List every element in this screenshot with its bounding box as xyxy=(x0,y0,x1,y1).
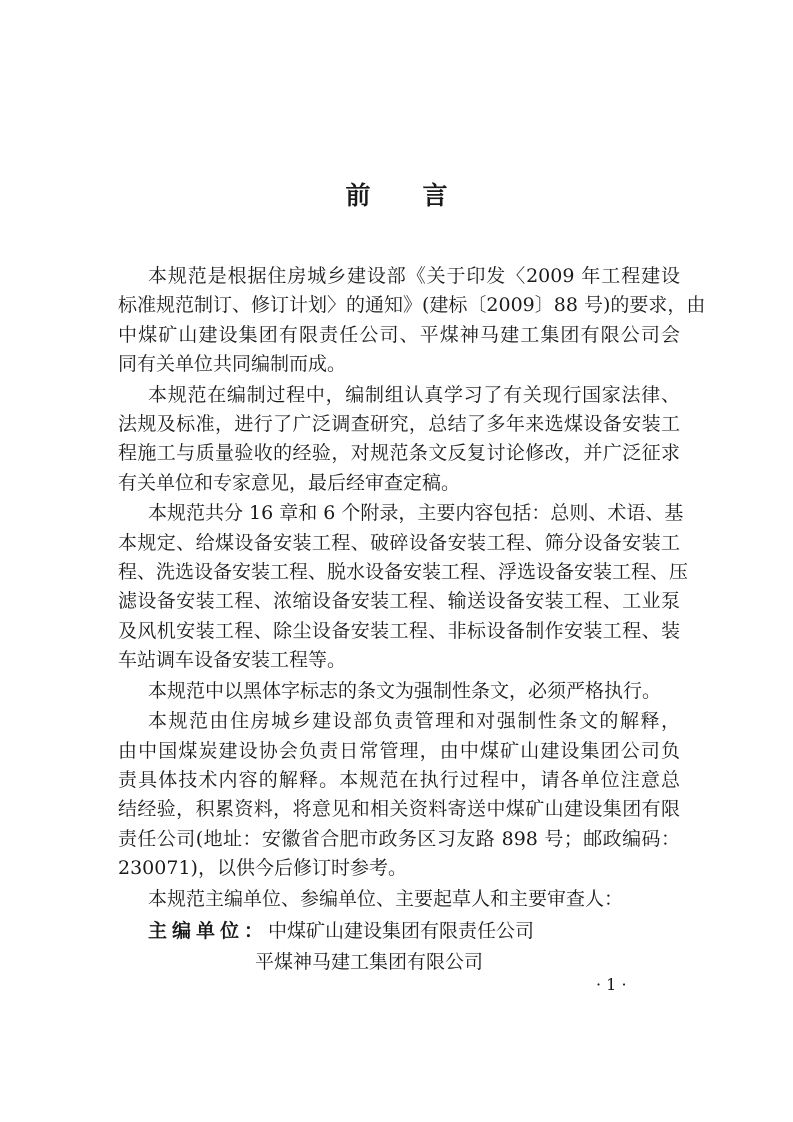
text-line: 同有关单位共同编制而成。 xyxy=(118,352,347,375)
paragraph xyxy=(118,885,680,914)
text-line: 230071)，以供今后修订时参考。 xyxy=(118,856,407,879)
text-line: 责具体技术内容的解释。本规范在执行过程中，请各单位注意总 xyxy=(118,769,680,792)
text-line: 法规及标准，进行了广泛调查研究，总结了多年来选煤设备安装工 xyxy=(118,412,680,435)
text-line: 结经验，积累资料，将意见和相关资料寄送中煤矿山建设集团有限 xyxy=(118,798,680,821)
text-line: 及风机安装工程、除尘设备安装工程、非标设备制作安装工程、装 xyxy=(118,619,680,642)
paragraph xyxy=(118,677,680,706)
chief-editor-unit: 平煤神马建工集团有限公司 xyxy=(255,950,484,973)
text-line: 由中国煤炭建设协会负责日常管理，由中煤矿山建设集团公司负 xyxy=(118,739,680,762)
text-line: 本规范中以黑体字标志的条文为强制性条文，必须严格执行。 xyxy=(148,679,662,702)
text-line: 有关单位和专家意见，最后经审查定稿。 xyxy=(118,471,461,494)
chief-editor-unit: 中煤矿山建设集团有限责任公司 xyxy=(268,919,535,942)
text-line: 车站调车设备安装工程等。 xyxy=(118,648,347,671)
chief-editor-label: 主编单位： xyxy=(148,919,269,942)
paragraphs xyxy=(118,262,706,914)
text-line: 程、洗选设备安装工程、脱水设备安装工程、浮选设备安装工程、压 xyxy=(118,560,689,583)
text-line: 本规范是根据住房城乡建设部《关于印发〈2009 年工程建设 xyxy=(148,265,680,287)
text-line: 标准规范制订、修订计划〉的通知》(建标〔2009〕88 号)的要求，由 xyxy=(118,294,706,317)
paragraph xyxy=(118,381,680,498)
paragraph xyxy=(118,499,689,675)
text-line: 本规范主编单位、参编单位、主要起草人和主要审查人： xyxy=(148,887,624,910)
page-number: · 1 · xyxy=(596,975,627,994)
chief-editor-row xyxy=(118,916,680,947)
text-line: 中煤矿山建设集团有限责任公司、平煤神马建工集团有限公司会 xyxy=(118,323,680,346)
preface-body xyxy=(118,262,706,978)
paragraph xyxy=(118,262,706,379)
text-line: 滤设备安装工程、浓缩设备安装工程、输送设备安装工程、工业泵 xyxy=(118,590,680,613)
text-line: 本规范在编制过程中，编制组认真学习了有关现行国家法律、 xyxy=(148,383,680,406)
paragraph xyxy=(118,707,680,883)
page-title: 前言 xyxy=(345,181,500,210)
text-line: 本规定、给煤设备安装工程、破碎设备安装工程、筛分设备安装工 xyxy=(118,531,680,554)
text-line: 本规范共分 16 章和 6 个附录，主要内容包括：总则、术语、基 xyxy=(148,502,684,525)
text-line: 本规范由住房城乡建设部负责管理和对强制性条文的解释， xyxy=(148,710,680,733)
text-line: 责任公司(地址：安徽省合肥市政务区习友路 898 号；邮政编码： xyxy=(118,827,680,850)
text-line: 程施工与质量验收的经验，对规范条文反复讨论修改，并广泛征求 xyxy=(118,442,680,465)
